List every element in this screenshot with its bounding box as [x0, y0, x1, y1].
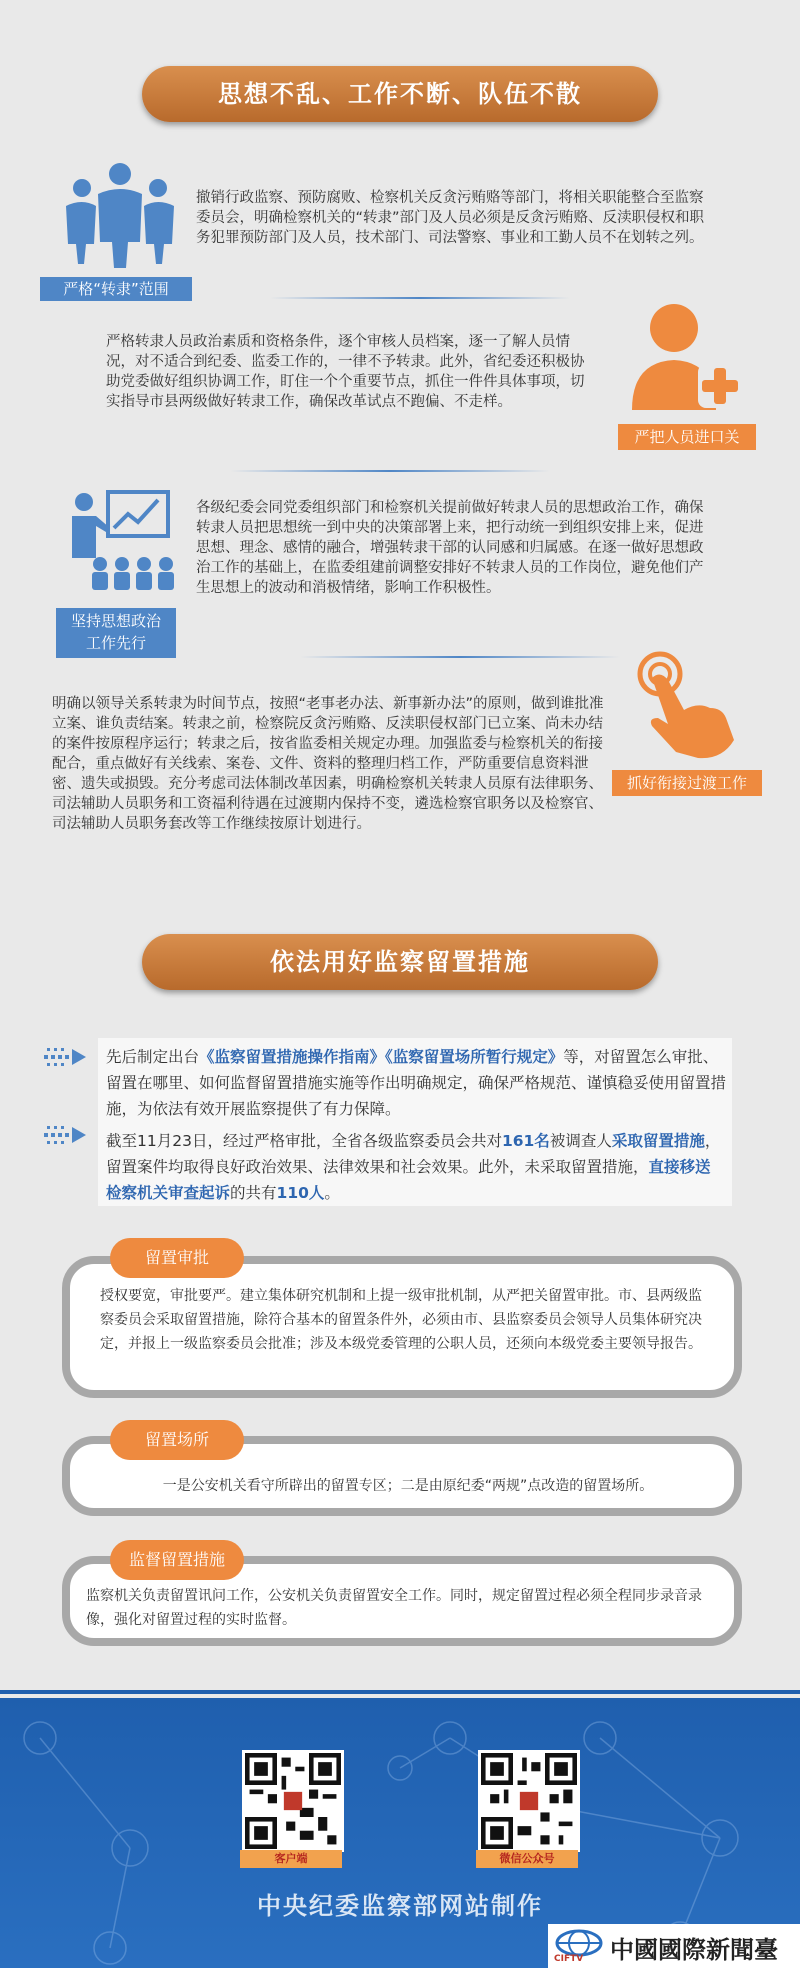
- cifty-logo: [548, 1924, 800, 1968]
- item1-tag: 严格“转隶”范围: [40, 277, 192, 301]
- section2-title-banner: 依法用好监察留置措施: [142, 934, 658, 990]
- p2-c: 被调查人: [549, 1132, 612, 1150]
- location-label: 留置场所: [110, 1420, 244, 1460]
- add-person-icon: [626, 298, 746, 416]
- item2-text: 严格转隶人员政治素质和资格条件，逐个审核人员档案，逐一了解人员情况，对不适合到纪委、监委工作的，一律不予转隶。此外，省纪委还积极协助党委做好组织协调工作，盯住一个个重要节点，抓住一件件具体事项，切实指导市县两级做好转隶工作，确保改革试点不跑偏、不走样。: [106, 334, 585, 410]
- qr-code-app[interactable]: [242, 1750, 344, 1852]
- p2-i: 。: [324, 1184, 340, 1202]
- p2-g: 的共有: [230, 1184, 277, 1202]
- approval-text: 授权要宽，审批要严。建立集体研究机制和上提一级审批机制，从严把关留置审批。市、县两级监察委员会采取留置措施，除符合基本的留置条件外，必须由市、县监察委员会领导人员集体研究决定，并报上一级监察委员会批准；涉及本级党委管理的公职人员，还须向本级党委主要领导报告。: [100, 1288, 702, 1352]
- item3-tag-line1: 坚持思想政治: [70, 612, 161, 630]
- maker-credit: 中央纪委监察部网站制作: [257, 1892, 543, 1920]
- item4-text: 明确以领导关系转隶为时间节点，按照“老事老办法、新事新办法”的原则，做到谁批准立案、谁负责结案。转隶之前，检察院反贪污贿赂、反渎职侵权部门已立案、尚未办结的案件按原程序运行；转隶之后，按省监委相关规定办理。加强监委与检察机关的衔接配合，重点做好有关线索、案卷、文件、资料的整理归档工作，严防重要信息资料泄密、遗失或损毁。充分考虑司法体制改革因素，明确检察机关转隶人员原有法律职务、司法辅助人员职务和工资福利待遇在过渡期内保持不变，遴选检察官职务以及检察官、司法辅助人员职务套改等工作继续按原计划进行。: [52, 696, 604, 832]
- item3-text: 各级纪委会同党委组织部门和检察机关提前做好转隶人员的思想政治工作，确保转隶人员把思想统一到中央的决策部署上来，把行动统一到组织安排上来，促进思想、理念、感情的融合，增强转隶干部的认同感和归属感。在逐一做好思想政治工作的基础上，在监委组建前调整安排好不转隶人员的工作岗位，避免他们产生思想上的波动和消极情绪，影响工作积极性。: [196, 500, 704, 596]
- footer-rule: [0, 1690, 800, 1694]
- item2-tag: 严把人员进口关: [618, 424, 756, 450]
- divider: [230, 470, 550, 472]
- hand-tap-icon: [626, 648, 744, 762]
- approval-label: 留置审批: [110, 1238, 244, 1278]
- supervision-label: 监督留置措施: [110, 1540, 244, 1580]
- item4-tag: 抓好衔接过渡工作: [612, 770, 762, 796]
- divider: [300, 656, 620, 658]
- qr-wechat-label: 微信公众号: [476, 1850, 578, 1868]
- qr-app-label: 客户端: [240, 1850, 342, 1868]
- item3-tag-line2: 工作先行: [85, 634, 146, 652]
- item1-text: 撤销行政监察、预防腐败、检察机关反贪污贿赂等部门，将相关职能整合至监察委员会，明确检察机关的“转隶”部门及人员必须是反贪污贿赂、反渎职侵权和职务犯罪预防部门及人员，技术部门、司法警察、事业和工勤人员不在划转之列。: [196, 190, 705, 246]
- presentation-icon: [66, 488, 182, 598]
- p2-count2: 110人: [276, 1184, 325, 1202]
- p2-count: 161名: [501, 1132, 550, 1150]
- retention-rules-text: [106, 1044, 726, 1122]
- p1-a: 先后制定出台: [106, 1048, 200, 1066]
- divider: [270, 297, 570, 299]
- p1-docs: 《监察留置措施操作指南》《监察留置场所暂行规定》: [199, 1048, 564, 1066]
- p1-c: 等，对留置怎么审批、留置在哪里、如何监督留置措施实施等作出明确规定，确保严格规范、谨慎稳妥使用留置措施，为依法有效开展监察提供了有力保障。: [106, 1048, 727, 1118]
- location-text: 一是公安机关看守所辟出的留置专区；二是由原纪委“两规”点改造的留置场所。: [162, 1478, 654, 1494]
- logo-text: 中國國際新聞臺: [610, 1935, 778, 1964]
- supervision-text: 监察机关负责留置讯问工作，公安机关负责留置安全工作。同时，规定留置过程必须全程同步录音录像，强化对留置过程的实时监督。: [86, 1588, 702, 1628]
- item3-tag: [56, 608, 176, 658]
- p2-a: 截至11月23日，经过严格审批，全省各级监察委员会共对: [106, 1132, 502, 1150]
- p2-transfer: 直接移送检察机关审查起诉: [106, 1158, 711, 1202]
- qr-code-wechat[interactable]: [478, 1750, 580, 1852]
- arrow-right-icon: [44, 1126, 86, 1144]
- arrow-right-icon: [44, 1048, 86, 1066]
- people-group-icon: [60, 160, 180, 270]
- p2-measure: 采取留置措施: [611, 1132, 705, 1150]
- section1-title-banner: 思想不乱、工作不断、队伍不散: [142, 66, 658, 122]
- logo-abbr: CIFTV: [554, 1954, 584, 1964]
- p2-e: ，留置案件均取得良好政治效果、法律效果和社会效果。此外，未采取留置措施，: [106, 1132, 721, 1176]
- retention-stats-text: [106, 1128, 726, 1206]
